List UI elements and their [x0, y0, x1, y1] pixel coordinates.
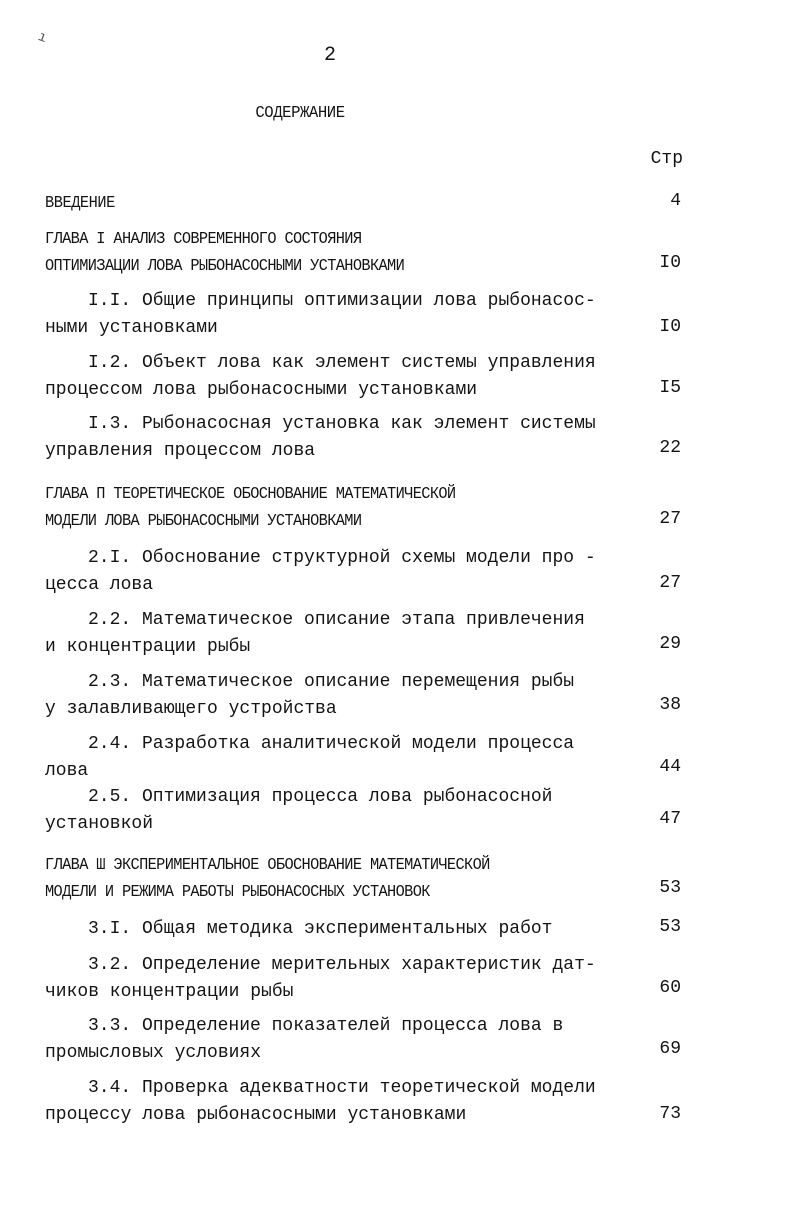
toc-entry-page: 53	[659, 917, 681, 937]
toc-entry-page: 60	[659, 978, 681, 998]
toc-section-1-3	[45, 411, 596, 465]
toc-entry-title-line1: 3.3. Определение показателей процесса лова в	[88, 1016, 564, 1036]
toc-entry-page: 73	[659, 1104, 681, 1124]
toc-entry-page: 4	[670, 191, 681, 211]
toc-entry-page: I0	[659, 317, 681, 337]
toc-entry-page: 27	[659, 509, 681, 529]
toc-entry-title-line1: I.2. Объект лова как элемент системы управления	[88, 353, 596, 373]
toc-entry-title-line2: установкой	[45, 814, 154, 834]
toc-section-1-1	[45, 288, 596, 342]
toc-entry-title-line1: 2.4. Разработка аналитической модели процесса	[88, 734, 575, 754]
toc-entry-title-line2: процессом лова рыбонасосными установками	[45, 380, 478, 400]
toc-entry-title-line2: промысловых условиях	[45, 1043, 262, 1063]
toc-section-1-2	[45, 350, 596, 404]
toc-entry-title-line1: ГЛАВА П ТЕОРЕТИЧЕСКОЕ ОБОСНОВАНИЕ МАТЕМАТИЧЕСКОЙ	[45, 485, 456, 504]
toc-entry-page: 29	[659, 634, 681, 654]
toc-entry-page: I5	[659, 378, 681, 398]
toc-entry-title-line2: лова	[45, 761, 89, 781]
toc-entry-title-line2: управления процессом лова	[45, 441, 316, 461]
toc-entry-title-line2: ными установками	[45, 318, 218, 338]
toc-section-3-2	[45, 952, 596, 1006]
toc-section-3-1	[45, 916, 552, 943]
toc-chapter-2	[45, 481, 455, 535]
page-column-header: Стр	[650, 149, 683, 169]
toc-section-2-1	[45, 545, 596, 599]
toc-entry-title-line1: 2.I. Обоснование структурной схемы модели про -	[88, 548, 596, 568]
toc-entry-title-line2: цесса лова	[45, 575, 154, 595]
toc-entry-title-line1: 3.I. Общая методика экспериментальных работ	[88, 919, 553, 939]
toc-entry-title-line2: МОДЕЛИ И РЕЖИМА РАБОТЫ РЫБОНАСОСНЫХ УСТАНОВОК	[45, 883, 430, 902]
toc-entry-page: 44	[659, 757, 681, 777]
toc-entry-title-line2: чиков концентрации рыбы	[45, 982, 294, 1002]
toc-entry-title-line2: и концентрации рыбы	[45, 637, 251, 657]
toc-entry-title-line1: 3.4. Проверка адекватности теоретической модели	[88, 1078, 596, 1098]
page-number: 2	[323, 44, 336, 67]
toc-section-2-2	[45, 607, 585, 661]
toc-section-2-5	[45, 784, 552, 838]
toc-entry-title-line2: процессу лова рыбонасосными установками	[45, 1105, 467, 1125]
toc-entry-title: ВВЕДЕНИЕ	[45, 194, 115, 213]
toc-entry-title-line2: МОДЕЛИ ЛОВА РЫБОНАСОСНЫМИ УСТАНОВКАМИ	[45, 512, 362, 531]
toc-section-2-3	[45, 669, 574, 723]
toc-section-3-4	[45, 1075, 596, 1129]
toc-entry-title-line2: у залавливающего устройства	[45, 699, 337, 719]
toc-entry-page: 38	[659, 695, 681, 715]
toc-entry-title-line1: 2.3. Математическое описание перемещения рыбы	[88, 672, 575, 692]
toc-entry-page: 53	[659, 878, 681, 898]
toc-entry-page: 22	[659, 438, 681, 458]
toc-entry-page: 69	[659, 1039, 681, 1059]
toc-entry-page: 47	[659, 809, 681, 829]
toc-entry-title-line2: ОПТИМИЗАЦИИ ЛОВА РЫБОНАСОСНЫМИ УСТАНОВКАМИ	[45, 257, 405, 276]
toc-entry-page: I0	[659, 253, 681, 273]
toc-entry-title-line1: I.I. Общие принципы оптимизации лова рыбонасос-	[88, 291, 596, 311]
toc-entry-title-line1: 3.2. Определение мерительных характеристик дат-	[88, 955, 596, 975]
toc-entry-title-line1: 2.5. Оптимизация процесса лова рыбонасосной	[88, 787, 553, 807]
toc-entry-title-line1: ГЛАВА Ш ЭКСПЕРИМЕНТАЛЬНОЕ ОБОСНОВАНИЕ МАТЕМАТИЧЕСКОЙ	[45, 856, 490, 875]
scan-speck: ı	[35, 29, 49, 47]
toc-entry-title-line1: I.3. Рыбонасосная установка как элемент системы	[88, 414, 596, 434]
page-title: СОДЕРЖАНИЕ	[255, 104, 345, 123]
toc-section-2-4	[45, 731, 574, 785]
toc-entry-title-line1: 2.2. Математическое описание этапа привлечения	[88, 610, 585, 630]
toc-entry-title-line1: ГЛАВА I АНАЛИЗ СОВРЕМЕННОГО СОСТОЯНИЯ	[45, 230, 362, 249]
toc-entry-introduction	[45, 190, 115, 217]
toc-chapter-3	[45, 852, 490, 906]
toc-entry-page: 27	[659, 573, 681, 593]
toc-chapter-1	[45, 226, 404, 280]
toc-section-3-3	[45, 1013, 563, 1067]
